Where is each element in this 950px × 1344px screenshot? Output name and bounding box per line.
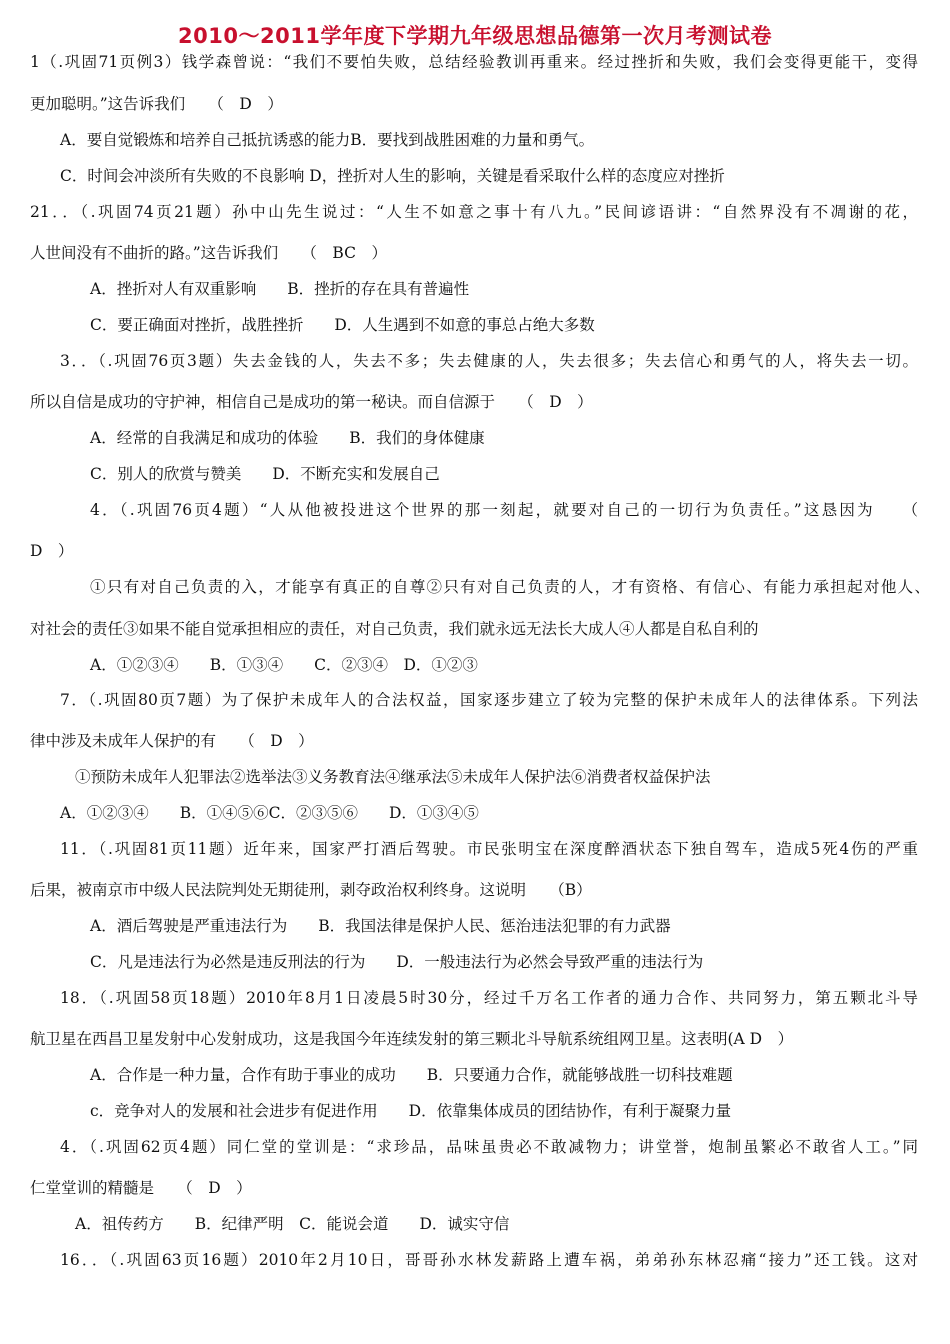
text-line: 11．（.巩固81页11题）近年来，国家严打酒后驾驶。市民张明宝在深度醉酒状态下独自驾车，造成5死4伤的严重	[60, 840, 918, 858]
text-line: A．挫折对人有双重影响 B．挫折的存在具有普遍性	[90, 280, 470, 298]
text-line: 21．．（.巩固74页21题）孙中山先生说过：“人生不如意之事十有八九。”民间谚语讲：“自然界没有不凋谢的花，	[30, 203, 918, 221]
text-line: c．竞争对人的发展和社会进步有促进作用 D．依靠集体成员的团结协作，有利于凝聚力量	[90, 1102, 732, 1120]
text-line: A．合作是一种力量，合作有助于事业的成功 B．只要通力合作，就能够战胜一切科技难题	[90, 1066, 733, 1084]
text-line: 4．（.巩固62页4题）同仁堂的堂训是：“求珍品，品味虽贵必不敢减物力；讲堂誉，炮制虽繁必不敢省人工。”同	[60, 1138, 918, 1156]
text-line: A．①②③④ B．①③④ C．②③④ D．①②③	[90, 656, 478, 674]
text-line: 对社会的责任③如果不能自觉承担相应的责任，对自己负责，我们就永远无法长大成人④人都是自私自利的	[30, 620, 759, 638]
text-line: A．要自觉锻炼和培养自己抵抗诱惑的能力B．要找到战胜困难的力量和勇气。	[60, 131, 595, 149]
text-line: 更加聪明。”这告诉我们 （ D ）	[30, 95, 283, 113]
text-line: ①只有对自己负责的入，才能享有真正的自尊②只有对自己负责的人，才有资格、有信心、有能力承担起对他人、	[90, 578, 930, 596]
text-line: 1（.巩固71页例3）钱学森曾说：“我们不要怕失败，总结经验教训再重来。经过挫折和失败，我们会变得更能干，变得	[30, 53, 918, 71]
exam-title: 2010～2011学年度下学期九年级思想品德第一次月考测试卷	[178, 24, 772, 48]
text-line: 所以自信是成功的守护神，相信自己是成功的第一秘诀。而自信源于 （ D ）	[30, 393, 593, 411]
text-line: 航卫星在西昌卫星发射中心发射成功，这是我国今年连续发射的第三颗北斗导航系统组网卫星。这表明(A D ）	[30, 1030, 794, 1048]
text-line: 3．．（.巩固76页3题）失去金钱的人，失去不多；失去健康的人，失去很多；失去信心和勇气的人，将失去一切。	[60, 352, 918, 370]
text-line: C．要正确面对挫折，战胜挫折 D．人生遇到不如意的事总占绝大多数	[90, 316, 595, 334]
text-line: 人世间没有不曲折的路。”这告诉我们 （ BC ）	[30, 244, 387, 262]
text-line: A．①②③④ B．①④⑤⑥C．②③⑤⑥ D．①③④⑤	[60, 804, 479, 822]
text-line: 律中涉及未成年人保护的有 （ D ）	[30, 732, 314, 750]
text-line: 16．．（.巩固63页16题）2010年2月10日，哥哥孙水林发薪路上遭车祸，弟弟孙东林忍痛“接力”还工钱。这对	[60, 1251, 918, 1269]
text-line: 仁堂堂训的精髓是 （ D ）	[30, 1179, 252, 1197]
text-line: D ）	[30, 542, 74, 560]
text-line: C．别人的欣赏与赞美 D．不断充实和发展自己	[90, 465, 440, 483]
text-line: 后果，被南京市中级人民法院判处无期徒刑，剥夺政治权利终身。这说明 （B）	[30, 881, 592, 899]
text-line: C．时间会冲淡所有失败的不良影响 D，挫折对人生的影响，关键是看采取什么样的态度应对挫折	[60, 167, 725, 185]
text-line: A．酒后驾驶是严重违法行为 B．我国法律是保护人民、惩治违法犯罪的有力武器	[90, 917, 671, 935]
text-line: ①预防未成年人犯罪法②选举法③义务教育法④继承法⑤未成年人保护法⑥消费者权益保护法	[75, 768, 711, 786]
text-line: A．祖传药方 B．纪律严明 C．能说会道 D．诚实守信	[75, 1215, 510, 1233]
text-line: 4．（.巩固76页4题）“人从他被投进这个世界的那一刻起，就要对自己的一切行为负责任。”这恳因为 （	[90, 501, 918, 519]
text-line: C．凡是违法行为必然是违反刑法的行为 D．一般违法行为必然会导致严重的违法行为	[90, 953, 704, 971]
text-line: 18．（.巩固58页18题）2010年8月1日凌晨5时30分，经过千万名工作者的通力合作、共同努力，第五颗北斗导	[60, 989, 918, 1007]
text-line: A．经常的自我满足和成功的体验 B．我们的身体健康	[90, 429, 485, 447]
text-line: 7．（.巩固80页7题）为了保护未成年人的合法权益，国家逐步建立了较为完整的保护未成年人的法律体系。下列法	[60, 691, 918, 709]
